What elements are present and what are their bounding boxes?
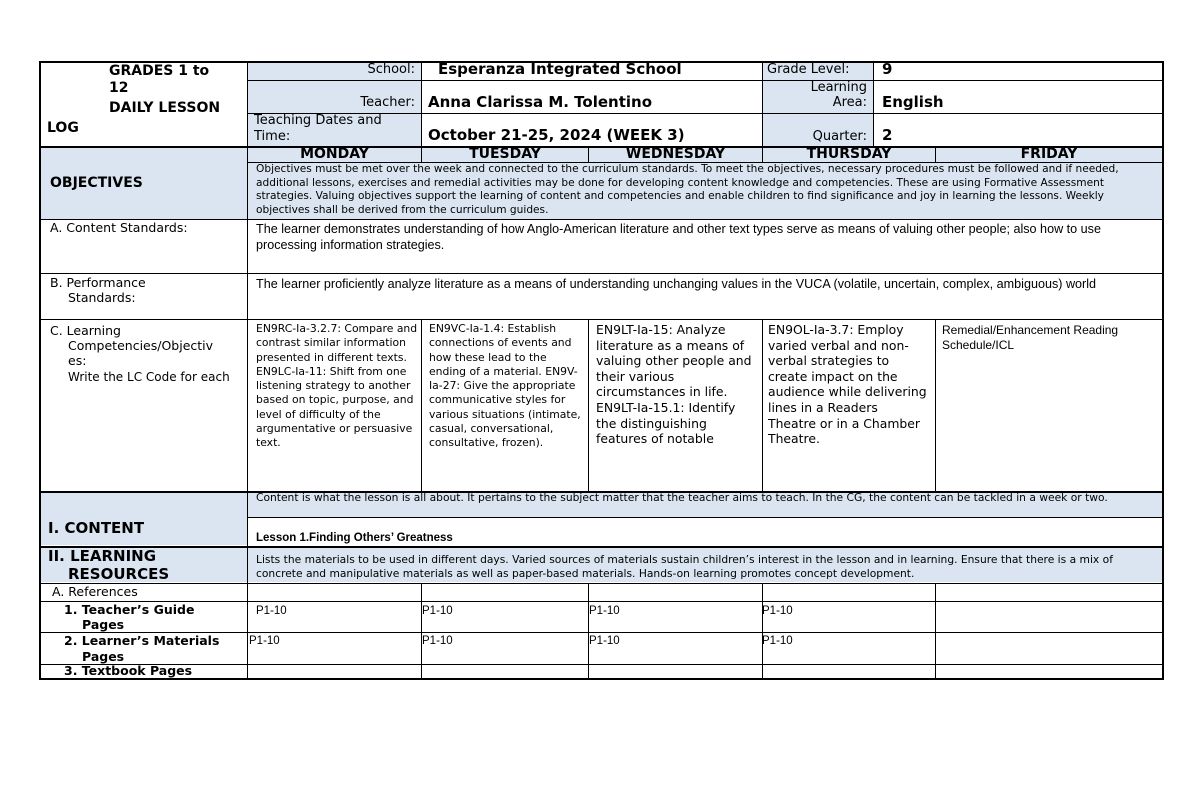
border-content-std-bottom	[40, 273, 1163, 274]
content-note: Content is what the lesson is all about. It pertains to the subject matter that the teacher aims to teach. In the CG, the content can be tackled in a week or two.	[256, 491, 1108, 504]
competencies-label-3: es:	[68, 353, 87, 368]
border-comp-thu	[762, 319, 763, 492]
day-friday: FRIDAY	[1020, 146, 1078, 162]
tg-value-wednesday: P1-10	[589, 605, 620, 617]
border-comp-fri	[935, 319, 936, 492]
learners-materials-label-1: 2. Learner’s Materials	[64, 633, 220, 648]
lm-value-tuesday: P1-10	[422, 635, 453, 647]
day-monday: MONDAY	[300, 146, 369, 162]
day-wednesday: WEDNESDAY	[625, 146, 726, 162]
border-ref-thu	[762, 583, 763, 680]
competencies-label-1: C. Learning	[50, 323, 121, 338]
quarter-label: Quarter:	[812, 129, 867, 144]
border-school-row	[248, 80, 1163, 81]
performance-standards-label-1: B. Performance	[50, 275, 146, 290]
border-perf-std-bottom	[40, 319, 1163, 320]
title-line-1: GRADES 1 to	[109, 63, 210, 79]
grade-level-label: Grade Level:	[767, 62, 850, 77]
border-ref-fri	[935, 583, 936, 680]
border-teacher-row	[248, 113, 1163, 114]
competencies-label-4: Write the LC Code for each	[68, 370, 230, 384]
teachers-guide-label-1: 1. Teacher’s Guide	[64, 602, 195, 617]
day-tuesday: TUESDAY	[469, 146, 541, 162]
learning-area-label-2: Area:	[832, 95, 867, 110]
border-resources-bottom	[40, 583, 1163, 584]
tg-value-monday: P1-10	[256, 605, 287, 617]
border-ref-wed	[588, 583, 589, 680]
competency-wednesday: EN9LT-Ia-15: Analyze literature as a means of valuing other people and their various circumstances in life. EN9LT-Ia-15.1: Identify the distinguishing features of notable	[596, 322, 752, 447]
school-label: School:	[367, 62, 415, 77]
competency-monday: EN9RC-Ia-3.2.7: Compare and contrast similar information presented in different texts. EN9LC-Ia-11: Shift from one listening strategy to another based on topic, purpose, and level of difficulty of the argumentative or persuasive text.	[256, 322, 418, 450]
border-grade-label-col	[762, 61, 763, 147]
border-lm-bottom	[40, 664, 1163, 665]
school-value: Esperanza Integrated School	[438, 60, 682, 78]
border-bottom	[39, 678, 1164, 680]
lm-value-wednesday: P1-10	[589, 635, 620, 647]
border-references-bottom	[40, 601, 1163, 602]
learners-materials-label-2: Pages	[82, 649, 125, 664]
border-comp-tue	[421, 319, 422, 492]
dates-value: October 21-25, 2024 (WEEK 3)	[428, 126, 685, 144]
border-comp-wed	[588, 319, 589, 492]
learning-area-value: English	[882, 93, 944, 111]
lm-value-thursday: P1-10	[762, 635, 793, 647]
title-line-4: LOG	[47, 120, 79, 136]
tg-value-tuesday: P1-10	[422, 605, 453, 617]
textbook-pages-label: 3. Textbook Pages	[64, 663, 193, 678]
day-thursday: THURSDAY	[806, 146, 892, 162]
content-label: I. CONTENT	[48, 519, 145, 537]
references-label: A. References	[52, 584, 138, 599]
competency-tuesday: EN9VC-Ia-1.4: Establish connections of events and how these lead to the ending of a material. EN9V-Ia-27: Give the appropriate communicative styles for various situations (intimate, casual, conversational, consultative, frozen).	[429, 322, 581, 450]
resources-note: Lists the materials to be used in different days. Varied sources of materials sustain children’s interest in the lesson and in learning. Ensure that there is a mix of concrete and manipulative materials as well as paper-based materials. Hands-on learning promotes concept development.	[256, 553, 1113, 580]
competency-friday: Remedial/Enhancement Reading Schedule/ICL	[942, 323, 1119, 352]
title-line-3: DAILY LESSON	[109, 100, 221, 116]
quarter-value: 2	[882, 126, 893, 144]
content-standards-text: The learner demonstrates understanding of how Anglo-American literature and other text types serve as means of valuing other people; also how to use processing information strategies.	[256, 222, 1101, 252]
dates-label-1: Teaching Dates and	[254, 113, 382, 128]
border-grade-value-col	[873, 61, 874, 147]
lm-value-monday: P1-10	[249, 635, 280, 647]
objectives-label: OBJECTIVES	[50, 175, 143, 191]
border-left	[39, 61, 41, 680]
resources-label-2: RESOURCES	[68, 565, 170, 583]
tg-value-thursday: P1-10	[762, 605, 793, 617]
teachers-guide-label-2: Pages	[82, 617, 125, 632]
learning-area-label-1: Learning	[810, 80, 867, 95]
resources-label-1: II. LEARNING	[48, 547, 157, 565]
lesson-title: Lesson 1.Finding Others’ Greatness	[256, 532, 453, 544]
objectives-note: Objectives must be met over the week and connected to the curriculum standards. To meet the objectives, necessary procedures must be followed and if needed, additional lessons, exercises and remedial activities may be done for developing content knowledge and competencies. These are using Formative Assessment strategies. Valuing objectives support the learning of content and competencies and enable children to find significance and joy in learning the lessons. Weekly objectives shall be derived from the curriculum guides.	[256, 163, 1119, 216]
teacher-label: Teacher:	[360, 95, 415, 110]
performance-standards-label-2: Standards:	[68, 290, 136, 305]
border-ref-tue	[421, 583, 422, 680]
border-content-note-bottom	[248, 517, 1163, 518]
border-objectives-bottom	[40, 219, 1163, 220]
border-header-value-col	[421, 61, 422, 147]
content-standards-label: A. Content Standards:	[50, 220, 188, 235]
competencies-label-2: Competencies/Objectiv	[68, 338, 214, 353]
border-content-bottom	[39, 546, 1164, 548]
border-right	[1162, 61, 1164, 680]
competency-thursday: EN9OL-Ia-3.7: Employ varied verbal and non-verbal strategies to create impact on the audience while delivering lines in a Readers Theatre or in a Chamber Theatre.	[768, 322, 927, 447]
teacher-value: Anna Clarissa M. Tolentino	[428, 93, 653, 111]
performance-standards-text: The learner proficiently analyze literature as a means of understanding unchanging values in the VUCA (volatile, uncertain, complex, ambiguous) world	[256, 277, 1097, 291]
dates-label-2: Time:	[254, 129, 291, 144]
title-line-2: 12	[109, 80, 129, 96]
grade-level-value: 9	[882, 60, 893, 78]
